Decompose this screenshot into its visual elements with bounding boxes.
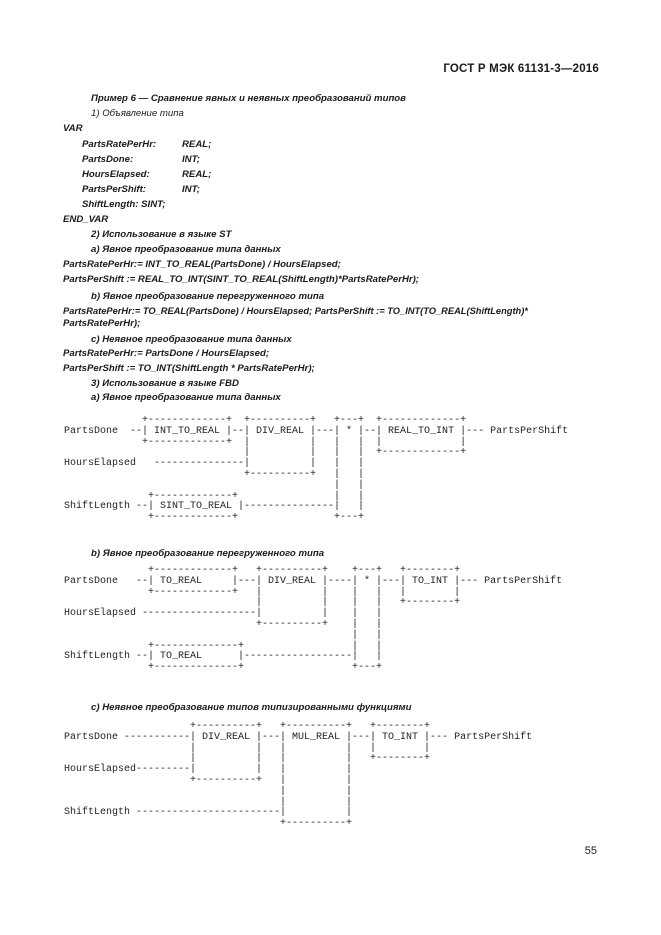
st-a-line-2: PartsPerShift := REAL_TO_INT(SINT_TO_REAL(ShiftLength)*PartsRatePerHr);: [63, 274, 420, 285]
st-b-line-1: PartsRatePerHr:= TO_REAL(PartsDone) / HoursElapsed; PartsPerShift := TO_INT(TO_REAL(ShiftLength)*: [63, 306, 528, 316]
st-c-title: c) Неявное преобразование типа данных: [91, 334, 292, 345]
example-title: Пример 6 — Сравнение явных и неявных преобразований типов: [91, 93, 406, 104]
decl-type: REAL;: [182, 139, 212, 150]
decl-name: PartsDone:: [82, 154, 134, 165]
st-a-title: a) Явное преобразование типа данных: [91, 244, 281, 255]
page-number: 55: [584, 845, 597, 857]
st-c-line-2: PartsPerShift := TO_INT(ShiftLength * PartsRatePerHr);: [63, 363, 315, 374]
var-keyword: VAR: [63, 123, 83, 134]
decl-name: HoursElapsed:: [82, 169, 150, 180]
decl-type: REAL;: [182, 169, 212, 180]
decl-name: PartsPerShift:: [82, 184, 146, 195]
decl-type: INT;: [182, 154, 200, 165]
decl-type: INT;: [182, 184, 200, 195]
fbd-c-diagram: +----------+ +----------+ +--------+ PartsDone -----------| DIV_REAL |---| MUL_REAL |---| TO_INT |--- PartsPerShift | | | | | | | | | | +--------+ HoursElapsed---------| | | | +----------+ | | | | | | ShiftLength ------------------------| | +----------+: [64, 721, 533, 830]
fbd-c-title: c) Неявное преобразование типов типизированными функциями: [91, 702, 412, 713]
fbd-a-title: a) Явное преобразование типа данных: [91, 392, 281, 403]
shift-length-decl: ShiftLength: SINT;: [82, 199, 166, 210]
fbd-b-diagram: +-------------+ +----------+ +---+ +--------+ PartsDone --| TO_REAL |---| DIV_REAL |----| * |---| TO_INT |--- PartsPerShift +-------------+ | | | | | | | | | | +--------+ HoursElapsed -------------------| | | | +----------+ | | | | +--------------+ | | ShiftLength --| TO_REAL |------------------| | +--------------+ +---+: [64, 565, 563, 674]
st-c-line-1: PartsRatePerHr:= PartsDone / HoursElapsed;: [63, 348, 270, 359]
st-a-line-1: PartsRatePerHr:= INT_TO_REAL(PartsDone) / HoursElapsed;: [63, 259, 341, 270]
st-b-line-2: PartsRatePerHr);: [63, 318, 141, 329]
end-var-keyword: END_VAR: [63, 214, 109, 225]
step-2-label: 2) Использование в языке ST: [91, 229, 232, 240]
fbd-a-diagram: +-------------+ +----------+ +---+ +-------------+ PartsDone --| INT_TO_REAL |--| DIV_REAL |---| * |--| REAL_TO_INT |--- PartsPerShift +-------------+ | | | | | | | | | | +-------------+ HoursElapsed ---------------| | | | +----------+ | | | | +-------------+ | | ShiftLength --| SINT_TO_REAL |---------------| | +-------------+ +---+: [64, 415, 569, 524]
step-1-label: 1) Объявление типа: [91, 108, 184, 119]
fbd-b-title: b) Явное преобразование перегруженного типа: [91, 548, 325, 559]
decl-name: PartsRatePerHr:: [82, 139, 157, 150]
step-3-label: 3) Использование в языке FBD: [91, 378, 239, 389]
st-b-title: b) Явное преобразование перегруженного типа: [91, 291, 325, 302]
document-id-header: ГОСТ Р МЭК 61131-3—2016: [443, 63, 599, 75]
